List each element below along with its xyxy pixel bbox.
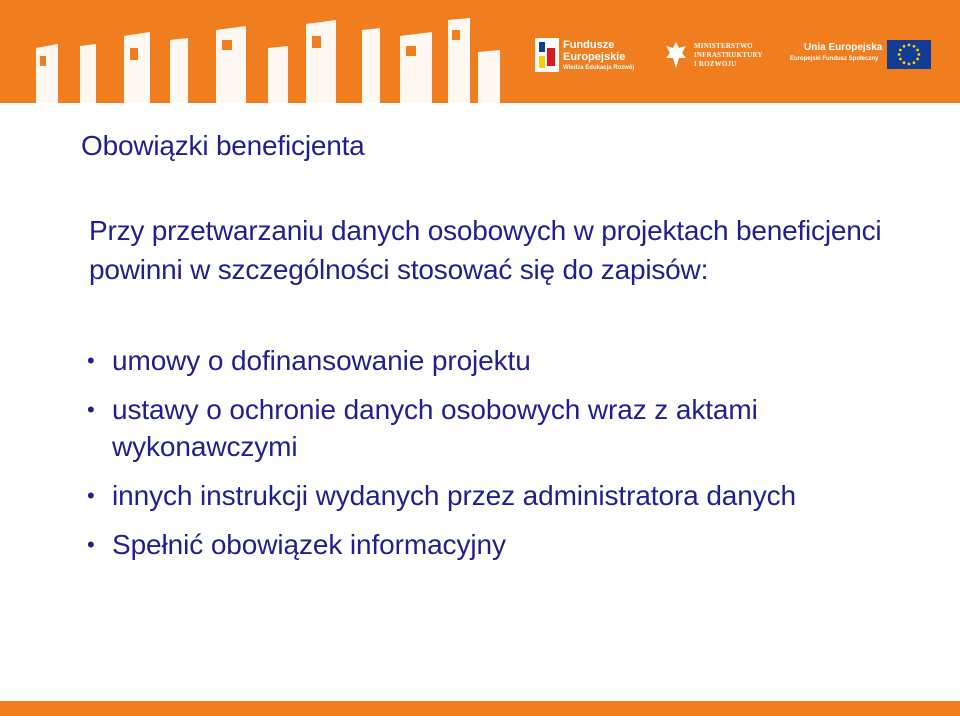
- list-item: [87, 391, 927, 465]
- fe-logo-line3: Wiedza Edukacja Rozwój: [563, 65, 635, 71]
- eu-logo-line1: Unia Europejska: [804, 42, 883, 53]
- footer-bar: [0, 701, 960, 716]
- bullet-icon: •: [87, 348, 95, 373]
- list-item: [87, 526, 927, 563]
- decorative-shapes: [0, 0, 520, 103]
- obligations-list: [87, 342, 927, 575]
- fundusze-star-icon: [535, 38, 559, 72]
- list-item-text: innych instrukcji wydanych przez administratora danych: [112, 480, 797, 511]
- list-item: [87, 342, 927, 379]
- eu-flag-icon: [887, 40, 931, 69]
- list-item: [87, 477, 927, 514]
- fe-logo-line2: Europejskie: [563, 51, 626, 63]
- intro-paragraph: Przy przetwarzaniu danych osobowych w projektach beneficjenci powinni w szczególności stosować się do zapisów:: [89, 215, 882, 285]
- bullet-icon: •: [87, 397, 95, 422]
- bullet-icon: •: [87, 483, 95, 508]
- list-item-text: Spełnić obowiązek informacyjny: [112, 529, 506, 560]
- header-banner: [0, 0, 960, 103]
- eagle-emblem-icon: [664, 40, 688, 70]
- ministry-line2: INFRASTRUKTURY: [694, 51, 763, 59]
- ministry-line3: I ROZWOJU: [694, 60, 737, 68]
- slide-title: Obowiązki beneficjenta: [81, 130, 365, 161]
- ministry-line1: MINISTERSTWO: [694, 42, 753, 50]
- list-item-text: ustawy o ochronie danych osobowych wraz z aktami wykonawczymi: [112, 394, 758, 462]
- fe-logo-line1: Fundusze: [563, 39, 615, 51]
- bullet-icon: •: [87, 532, 95, 557]
- list-item-text: umowy o dofinansowanie projektu: [112, 345, 531, 376]
- eu-logo-line2: Europejski Fundusz Społeczny: [790, 56, 879, 62]
